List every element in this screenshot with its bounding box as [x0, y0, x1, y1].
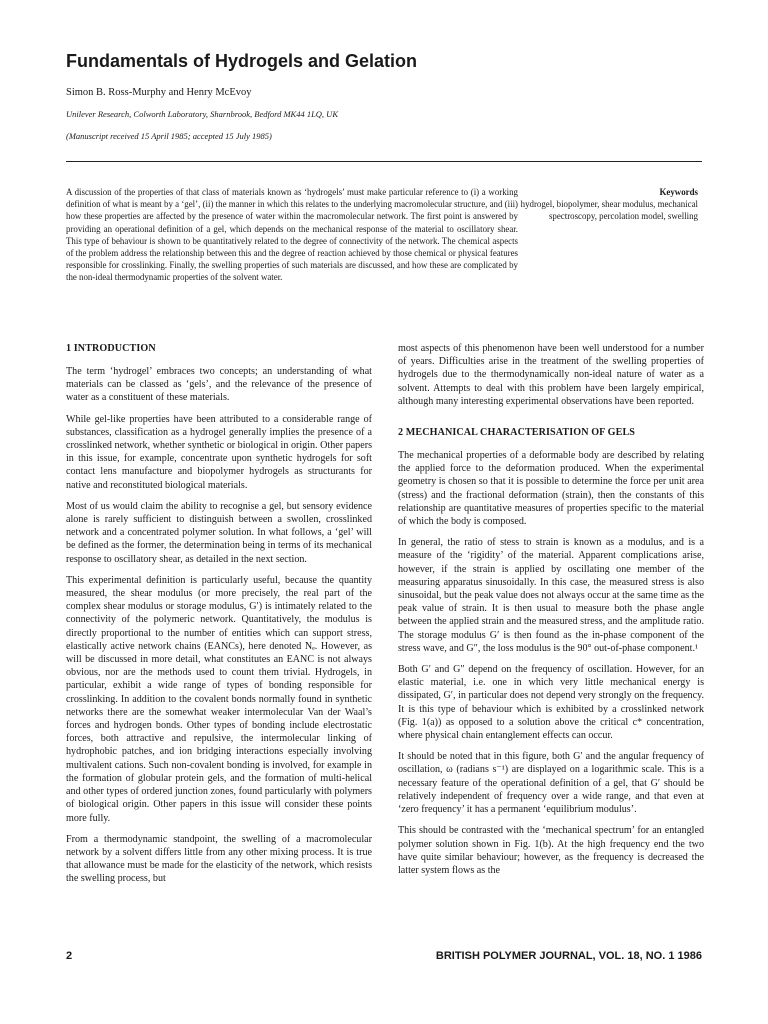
paragraph: The term ‘hydrogel’ embraces two concepts; an understanding of what materials can be classed as ‘gels’, and the relevance of the presence of water as a constituent of these materials.: [66, 366, 372, 404]
affiliation: Unilever Research, Colworth Laboratory, Sharnbrook, Bedford MK44 1LQ, UK: [66, 109, 338, 119]
right-column: [398, 342, 704, 885]
paragraph: This experimental definition is particularly useful, because the quantity measured, the shear modulus (or more precisely, the real part of the complex shear modulus or storage modulus, G′) is intimately related to the connectivity of the polymeric network. Quantitatively, the modulus is directly proportional to the number of entities which can support stress, elastically active network chains (EANCs), here denoted Nₑ. However, as will be discussed in more detail, what constitutes an EANC is not always obvious, nor are the methods used to count them trivial. Hydrogels, in particular, exhibit a wide range of types of bonding responsible for crosslinking. In addition to the covalent bonds normally found in synthetic networks there are the somewhat weaker intermolecular Van der Waal’s forces and hydrogen bonds. Other types of bonding include electrostatic forces, both attractive and repulsive, the intermolecular linking of hydrophobic patches, and ion bridging interactions especially involving multivalent cations. Such non-covalent bonding is involved, for example in the formation of globular protein gels, and the formation of multi-helical and other types of ordered junction zones, found particularly with polymers of biological origin. Other papers in this issue will consider these points more fully.: [66, 574, 372, 824]
paragraph: The mechanical properties of a deformable body are described by relating the applied force to the deformation produced. When the experimental geometry is chosen so that it is possible to determine the force per unit area (stress) and the fractional deformation (strain), then the constants of this relationship are quantitative measures of properties specific to the material of which the body is composed.: [398, 450, 704, 528]
abstract: A discussion of the properties of that class of materials known as ‘hydrogels’ must make particular reference to (i) a working definition of what is meant by a ‘gel’, (ii) the manner in which this relates to the underlying macromolecular structure, and (iii) how these properties are affected by the presence of water within the macromolecular network. The first point is answered by providing an operational definition of a gel, which depends on the mechanical response of the material to oscillatory shear. This type of behaviour is shown to be quantitatively related to the degree of connectivity of the network. The chemical aspects of the problem address the relationship between this and the degree of reaction achieved by those chemical or physical features responsible for crosslinking. Finally, the swelling properties of such materials are discussed, and how these are complicated by the non-ideal thermodynamic properties of the solvent water.: [66, 187, 518, 283]
section-heading-introduction: 1 INTRODUCTION: [66, 343, 156, 354]
journal-citation: BRITISH POLYMER JOURNAL, VOL. 18, NO. 1 1986: [435, 950, 702, 962]
authors: Simon B. Ross-Murphy and Henry McEvoy: [66, 87, 252, 98]
paragraph-continuation: most aspects of this phenomenon have been well understood for a number of years. Difficulties arise in the treatment of the swelling properties of hydrogels due to the thermodynamically non-ideal nature of water as a solvent. Attempts to deal with this problem have been largely empirical, although many interesting experimental observations have been reported.: [398, 343, 704, 407]
paragraph: In general, the ratio of stess to strain is known as a modulus, and is a measure of the ‘rigidity’ of the material. Apparent complications arise, however, if the strain is applied by oscillating one member of the measuring apparatus sinusoidally. In this case, the measured stress is also sinusoidal, but the peak value does not always occur at the same time as the peak value of strain. It is then usual to measure both the phase angle between the applied strain and the measured stress, and the amplitude ratio. The storage modulus G′ is then found as the in-phase component of the stress wave, and G″, the loss modulus is the 90° out-of-phase component.¹: [398, 537, 704, 654]
paragraph: Most of us would claim the ability to recognise a gel, but sensory evidence alone is rarely sufficient to distinguish between a swollen, crosslinked network and a concentrated polymer solution. In what follows, a ‘gel’ will be defined as the former, the determination being in terms of its mechanical response to oscillatory shear, as detailed in the next section.: [66, 500, 372, 565]
header-divider: [66, 161, 702, 162]
paragraph: It should be noted that in this figure, both G′ and the angular frequency of oscillation, ω (radians s⁻¹) are displayed on a logarithmic scale. This is a necessary feature of the operational definition of a gel, that G′ should be relatively independent of frequency over a wide range, and that even at ‘zero frequency’ it has a permanent ‘equilibrium modulus’.: [398, 751, 704, 816]
page-number: 2: [66, 950, 73, 962]
keywords-title: Keywords: [659, 187, 698, 197]
keywords-text: hydrogel, biopolymer, shear modulus, mechanical spectroscopy, percolation model, swelling: [520, 199, 698, 222]
paragraph: Both G′ and G″ depend on the frequency of oscillation. However, for an elastic material, i.e. one in which very little mechanical energy is dissipated, G′, in particular does not depend very strongly on the frequency. It is this type of behaviour which is exhibited by a crosslinked network (Fig. 1(a)) as opposed to a solution above the critical c* concentration, where physical chain entanglement effects can occur.: [398, 664, 704, 742]
article-title: Fundamentals of Hydrogels and Gelation: [66, 51, 418, 71]
paragraph: From a thermodynamic standpoint, the swelling of a macromolecular network by a solvent differs little from any other mixing process. It is true that allowance must be made for the elasticity of the network, which resists the swelling process, but: [66, 833, 372, 885]
paragraph: This should be contrasted with the ‘mechanical spectrum’ for an entangled polymer solution shown in Fig. 1(b). At the high frequency end the two have quite similar behaviour; however, as the frequency is decreased the latter system flows as the: [398, 825, 704, 876]
paragraph: While gel-like properties have been attributed to a considerable range of substances, classification as a hydrogel generally implies the presence of a crosslinked network, whether synthetic or biological in origin. Other papers in this issue, for example, concentrate upon synthetic hydrogels for soft contact lens manufacture and biopolymer hydrogels as structurants for native and reconstituted biological materials.: [66, 413, 372, 491]
left-column: [66, 342, 372, 894]
keywords-block: [520, 186, 698, 223]
section-heading-mechanical: 2 MECHANICAL CHARACTERISATION OF GELS: [398, 427, 636, 439]
manuscript-dates: (Manuscript received 15 April 1985; accepted 15 July 1985): [66, 131, 272, 141]
